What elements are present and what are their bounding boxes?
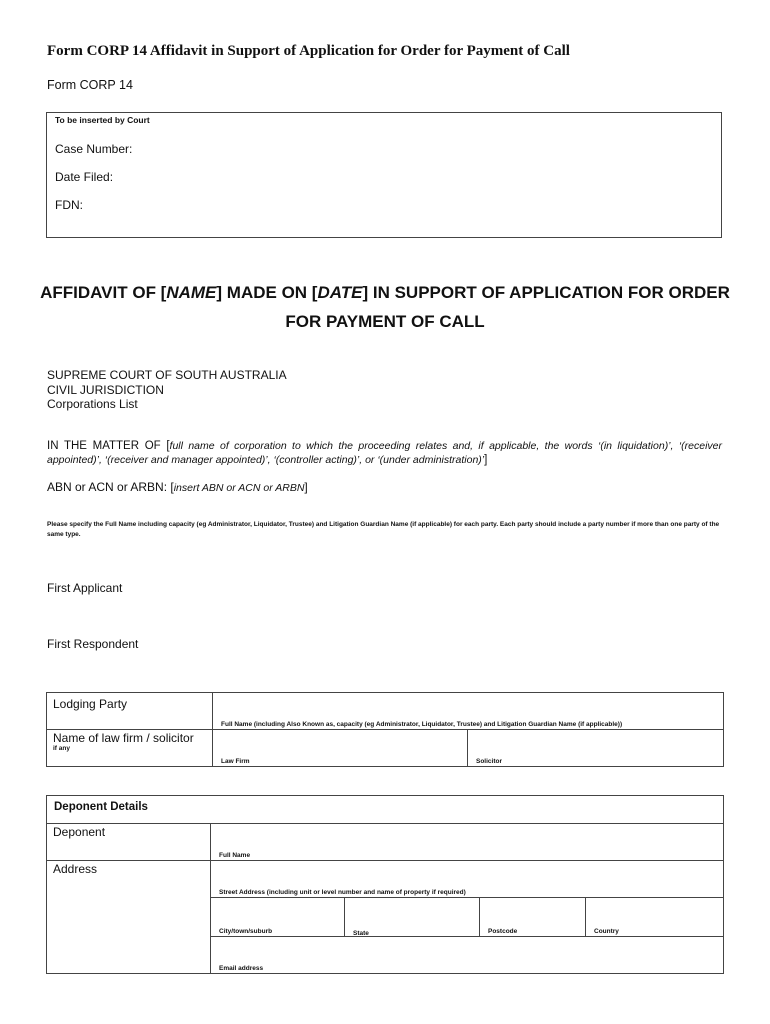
law-firm-label: Name of law firm / solicitor — [53, 731, 194, 745]
law-firm-cell[interactable] — [213, 730, 468, 767]
title-text-3: ] IN SUPPORT OF APPLICATION FOR ORDER FOR PAYMENT OF CALL — [285, 283, 730, 331]
court-box-heading: To be inserted by Court — [55, 115, 150, 125]
city-cell[interactable] — [211, 898, 345, 937]
country-caption: Country — [594, 928, 619, 935]
court-list: Corporations List — [47, 397, 138, 411]
street-address-caption: Street Address (including unit or level number and name of property if required) — [219, 889, 466, 896]
title-text-1: AFFIDAVIT OF [ — [40, 283, 167, 302]
address-label-cell — [47, 861, 211, 974]
affidavit-title — [40, 278, 730, 336]
form-code: Form CORP 14 — [47, 78, 133, 92]
email-cell[interactable] — [211, 937, 724, 974]
matter-instruction[interactable]: full name of corporation to which the proceeding relates and, if applicable, the words ‘(in liquidation)’, ‘(receiver appointed)’, ‘(receiver and manager appointed)’, ‘(controller acting)’, or ‘(under administration)’ — [47, 440, 722, 466]
lodging-party-table — [46, 692, 724, 767]
deponent-heading-cell — [47, 796, 724, 824]
matter-statement — [47, 439, 722, 467]
law-firm-label-cell — [47, 730, 213, 767]
deponent-label: Deponent — [53, 825, 106, 839]
court-name: SUPREME COURT OF SOUTH AUSTRALIA — [47, 368, 287, 382]
abn-instruction[interactable]: insert ABN or ACN or ARBN — [173, 482, 305, 494]
lodging-party-label-cell — [47, 693, 213, 730]
abn-prefix: ABN or ACN or ARBN: [ — [47, 480, 174, 494]
court-details — [47, 368, 287, 412]
deponent-details-table — [46, 795, 724, 974]
first-respondent[interactable]: First Respondent — [47, 637, 139, 651]
solicitor-cell[interactable] — [468, 730, 724, 767]
deponent-name-cell[interactable] — [211, 824, 724, 861]
street-address-cell[interactable] — [211, 861, 724, 898]
solicitor-caption: Solicitor — [476, 758, 503, 765]
if-any-caption: if any — [53, 745, 70, 752]
matter-suffix: ] — [484, 454, 488, 466]
title-date-placeholder[interactable]: DATE — [317, 283, 363, 302]
lodging-party-label: Lodging Party — [53, 697, 128, 711]
lodging-full-name-caption: Full Name (including Also Known as, capacity (eg Administrator, Liquidator, Trustee) and Litigation Guardian Name (if applicable)) — [221, 721, 623, 728]
state-caption: State — [353, 930, 369, 937]
abn-line — [47, 480, 308, 494]
deponent-label-cell — [47, 824, 211, 861]
party-instructions-note: Please specify the Full Name including capacity (eg Administrator, Liquidator, Trustee) and Litigation Guardian Name (if applicable) for each party. Each party should include a party number if more than one party of the same type. — [47, 521, 720, 538]
postcode-caption: Postcode — [488, 928, 518, 935]
lodging-party-name-cell[interactable] — [213, 693, 724, 730]
law-firm-caption: Law Firm — [221, 758, 250, 765]
matter-prefix: IN THE MATTER OF [ — [47, 440, 170, 452]
court-jurisdiction: CIVIL JURISDICTION — [47, 382, 164, 397]
document-title: Form CORP 14 Affidavit in Support of Application for Order for Payment of Call — [47, 43, 570, 59]
court-use-box — [46, 112, 722, 238]
country-cell[interactable] — [586, 898, 724, 937]
fdn-field[interactable]: FDN: — [55, 198, 83, 212]
deponent-full-name-caption: Full Name — [219, 852, 251, 859]
deponent-details-heading: Deponent Details — [54, 801, 148, 813]
city-caption: City/town/suburb — [219, 928, 273, 935]
date-filed-field[interactable]: Date Filed: — [55, 170, 114, 184]
state-cell[interactable] — [345, 898, 480, 937]
postcode-cell[interactable] — [480, 898, 586, 937]
email-caption: Email address — [219, 965, 264, 972]
title-name-placeholder[interactable]: NAME — [166, 283, 217, 302]
first-applicant[interactable]: First Applicant — [47, 581, 123, 595]
abn-suffix: ] — [304, 480, 308, 494]
title-text-2: ] MADE ON [ — [216, 283, 318, 302]
case-number-field[interactable]: Case Number: — [55, 142, 133, 156]
address-label: Address — [53, 862, 98, 876]
